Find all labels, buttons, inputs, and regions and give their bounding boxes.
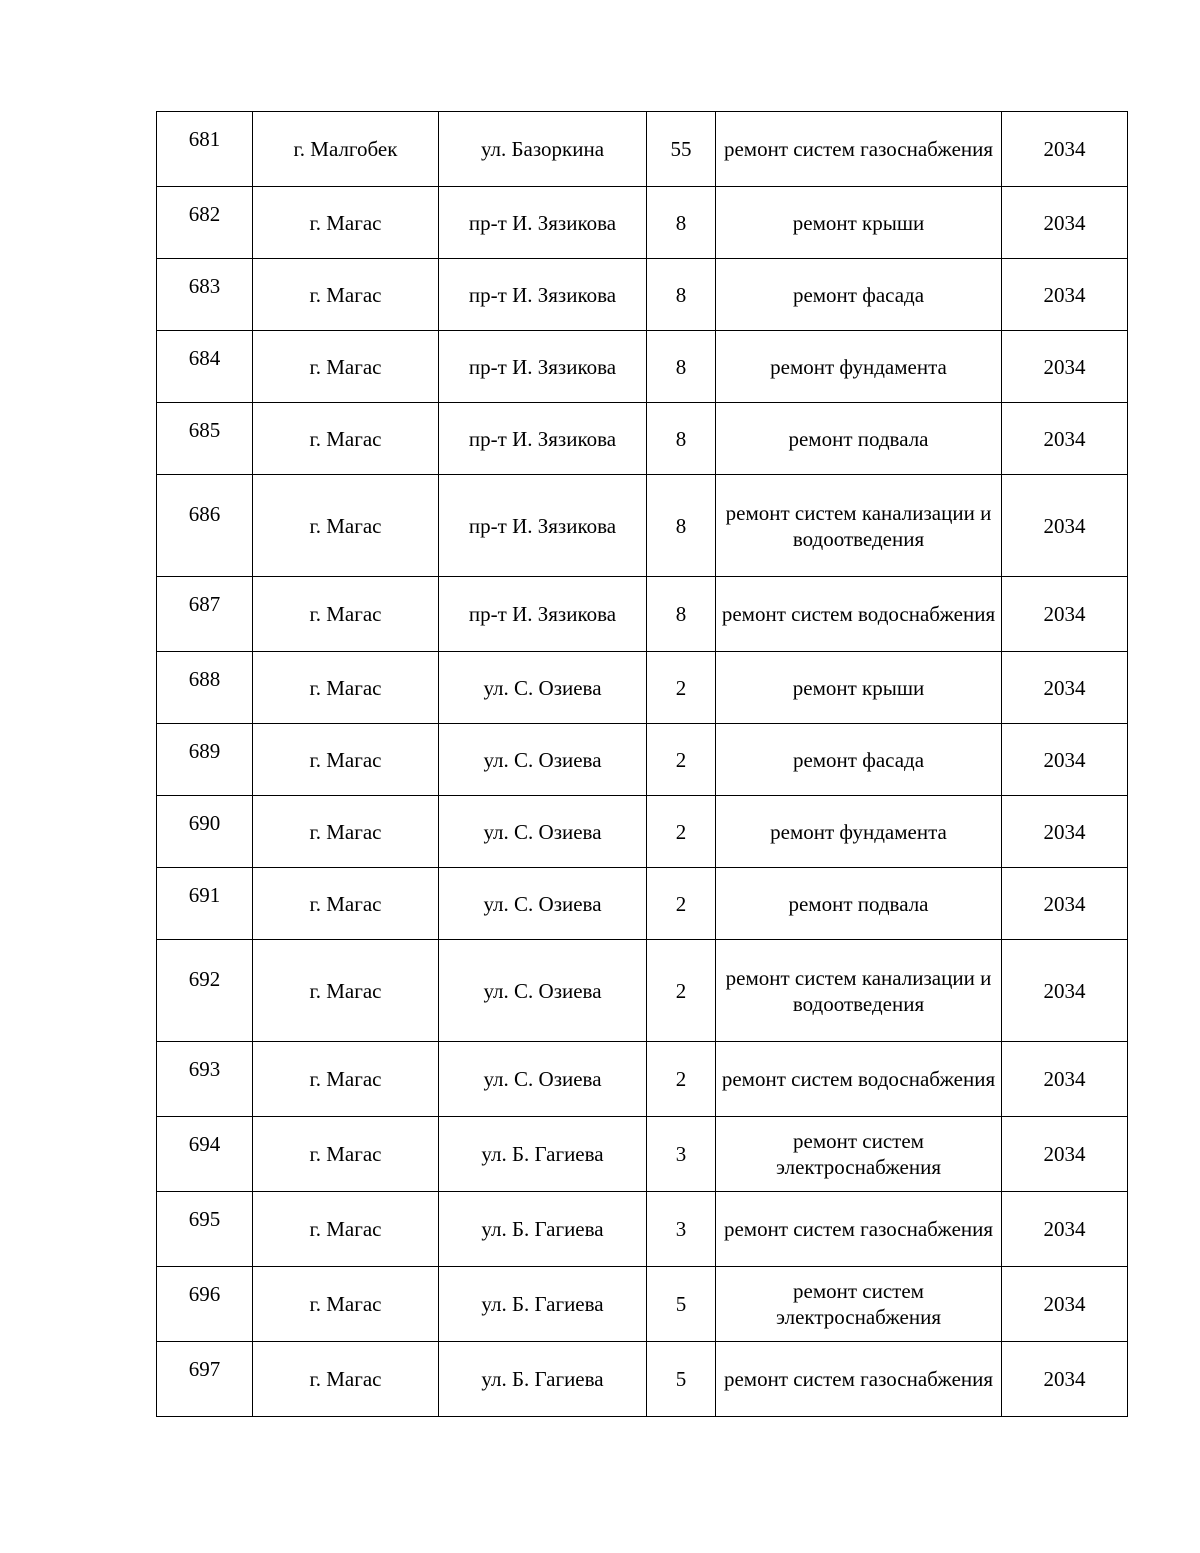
house-number-cell: 55 — [647, 112, 716, 187]
street-cell: ул. Б. Гагиева — [439, 1267, 647, 1342]
row-number-cell: 694 — [157, 1117, 253, 1192]
street-cell: пр-т И. Зязикова — [439, 577, 647, 652]
work-type-cell: ремонт систем канализации и водоотведения — [716, 475, 1002, 577]
table-row — [157, 403, 1128, 475]
table-body — [157, 112, 1128, 1417]
table-row — [157, 1342, 1128, 1417]
row-number-cell: 693 — [157, 1042, 253, 1117]
work-type-cell: ремонт систем водоснабжения — [716, 577, 1002, 652]
row-number-cell: 696 — [157, 1267, 253, 1342]
row-number-cell: 688 — [157, 652, 253, 724]
row-number-cell: 684 — [157, 331, 253, 403]
work-type-cell: ремонт систем газоснабжения — [716, 1342, 1002, 1417]
row-number-cell: 686 — [157, 475, 253, 577]
street-cell: ул. С. Озиева — [439, 940, 647, 1042]
table-row — [157, 187, 1128, 259]
table-row — [157, 1267, 1128, 1342]
street-cell: пр-т И. Зязикова — [439, 403, 647, 475]
work-type-cell: ремонт фасада — [716, 259, 1002, 331]
house-number-cell: 8 — [647, 187, 716, 259]
work-type-cell: ремонт крыши — [716, 187, 1002, 259]
work-type-cell: ремонт фундамента — [716, 331, 1002, 403]
city-cell: г. Магас — [253, 403, 439, 475]
row-number-cell: 690 — [157, 796, 253, 868]
row-number-cell: 687 — [157, 577, 253, 652]
row-number-cell: 697 — [157, 1342, 253, 1417]
row-number-cell: 683 — [157, 259, 253, 331]
row-number-cell: 681 — [157, 112, 253, 187]
table-row — [157, 796, 1128, 868]
city-cell: г. Магас — [253, 796, 439, 868]
table-row — [157, 577, 1128, 652]
year-cell: 2034 — [1002, 403, 1128, 475]
street-cell: ул. Б. Гагиева — [439, 1117, 647, 1192]
street-cell: ул. Базоркина — [439, 112, 647, 187]
city-cell: г. Малгобек — [253, 112, 439, 187]
row-number-cell: 692 — [157, 940, 253, 1042]
work-type-cell: ремонт систем водоснабжения — [716, 1042, 1002, 1117]
year-cell: 2034 — [1002, 796, 1128, 868]
house-number-cell: 2 — [647, 796, 716, 868]
year-cell: 2034 — [1002, 112, 1128, 187]
table-row — [157, 475, 1128, 577]
year-cell: 2034 — [1002, 1192, 1128, 1267]
house-number-cell: 2 — [647, 652, 716, 724]
street-cell: пр-т И. Зязикова — [439, 187, 647, 259]
table-row — [157, 868, 1128, 940]
house-number-cell: 2 — [647, 1042, 716, 1117]
house-number-cell: 2 — [647, 940, 716, 1042]
year-cell: 2034 — [1002, 1042, 1128, 1117]
row-number-cell: 685 — [157, 403, 253, 475]
street-cell: пр-т И. Зязикова — [439, 259, 647, 331]
street-cell: ул. Б. Гагиева — [439, 1342, 647, 1417]
house-number-cell: 8 — [647, 403, 716, 475]
year-cell: 2034 — [1002, 868, 1128, 940]
street-cell: ул. С. Озиева — [439, 796, 647, 868]
year-cell: 2034 — [1002, 724, 1128, 796]
work-type-cell: ремонт фундамента — [716, 796, 1002, 868]
work-type-cell: ремонт фасада — [716, 724, 1002, 796]
city-cell: г. Магас — [253, 187, 439, 259]
row-number-cell: 689 — [157, 724, 253, 796]
work-type-cell: ремонт систем канализации и водоотведения — [716, 940, 1002, 1042]
city-cell: г. Магас — [253, 577, 439, 652]
house-number-cell: 8 — [647, 577, 716, 652]
year-cell: 2034 — [1002, 475, 1128, 577]
city-cell: г. Магас — [253, 1117, 439, 1192]
table-row — [157, 1042, 1128, 1117]
house-number-cell: 2 — [647, 724, 716, 796]
house-number-cell: 3 — [647, 1192, 716, 1267]
city-cell: г. Магас — [253, 940, 439, 1042]
row-number-cell: 695 — [157, 1192, 253, 1267]
table-row — [157, 1192, 1128, 1267]
table-row — [157, 724, 1128, 796]
city-cell: г. Магас — [253, 1042, 439, 1117]
house-number-cell: 8 — [647, 331, 716, 403]
table-row — [157, 331, 1128, 403]
row-number-cell: 682 — [157, 187, 253, 259]
city-cell: г. Магас — [253, 868, 439, 940]
table-row — [157, 259, 1128, 331]
city-cell: г. Магас — [253, 724, 439, 796]
house-number-cell: 5 — [647, 1342, 716, 1417]
work-type-cell: ремонт подвала — [716, 868, 1002, 940]
table-row — [157, 940, 1128, 1042]
house-number-cell: 8 — [647, 475, 716, 577]
year-cell: 2034 — [1002, 1117, 1128, 1192]
city-cell: г. Магас — [253, 1342, 439, 1417]
year-cell: 2034 — [1002, 331, 1128, 403]
year-cell: 2034 — [1002, 577, 1128, 652]
repair-schedule-table — [156, 111, 1128, 1417]
work-type-cell: ремонт систем газоснабжения — [716, 1192, 1002, 1267]
year-cell: 2034 — [1002, 187, 1128, 259]
street-cell: ул. С. Озиева — [439, 724, 647, 796]
street-cell: ул. С. Озиева — [439, 1042, 647, 1117]
house-number-cell: 5 — [647, 1267, 716, 1342]
year-cell: 2034 — [1002, 259, 1128, 331]
house-number-cell: 2 — [647, 868, 716, 940]
year-cell: 2034 — [1002, 652, 1128, 724]
work-type-cell: ремонт крыши — [716, 652, 1002, 724]
street-cell: пр-т И. Зязикова — [439, 331, 647, 403]
work-type-cell: ремонт систем газоснабжения — [716, 112, 1002, 187]
year-cell: 2034 — [1002, 1267, 1128, 1342]
work-type-cell: ремонт подвала — [716, 403, 1002, 475]
year-cell: 2034 — [1002, 940, 1128, 1042]
table-row — [157, 652, 1128, 724]
work-type-cell: ремонт систем электроснабжения — [716, 1117, 1002, 1192]
table-row — [157, 112, 1128, 187]
city-cell: г. Магас — [253, 331, 439, 403]
city-cell: г. Магас — [253, 652, 439, 724]
house-number-cell: 8 — [647, 259, 716, 331]
city-cell: г. Магас — [253, 1192, 439, 1267]
street-cell: пр-т И. Зязикова — [439, 475, 647, 577]
street-cell: ул. С. Озиева — [439, 868, 647, 940]
house-number-cell: 3 — [647, 1117, 716, 1192]
city-cell: г. Магас — [253, 475, 439, 577]
street-cell: ул. Б. Гагиева — [439, 1192, 647, 1267]
city-cell: г. Магас — [253, 259, 439, 331]
row-number-cell: 691 — [157, 868, 253, 940]
work-type-cell: ремонт систем электроснабжения — [716, 1267, 1002, 1342]
street-cell: ул. С. Озиева — [439, 652, 647, 724]
table-row — [157, 1117, 1128, 1192]
city-cell: г. Магас — [253, 1267, 439, 1342]
year-cell: 2034 — [1002, 1342, 1128, 1417]
